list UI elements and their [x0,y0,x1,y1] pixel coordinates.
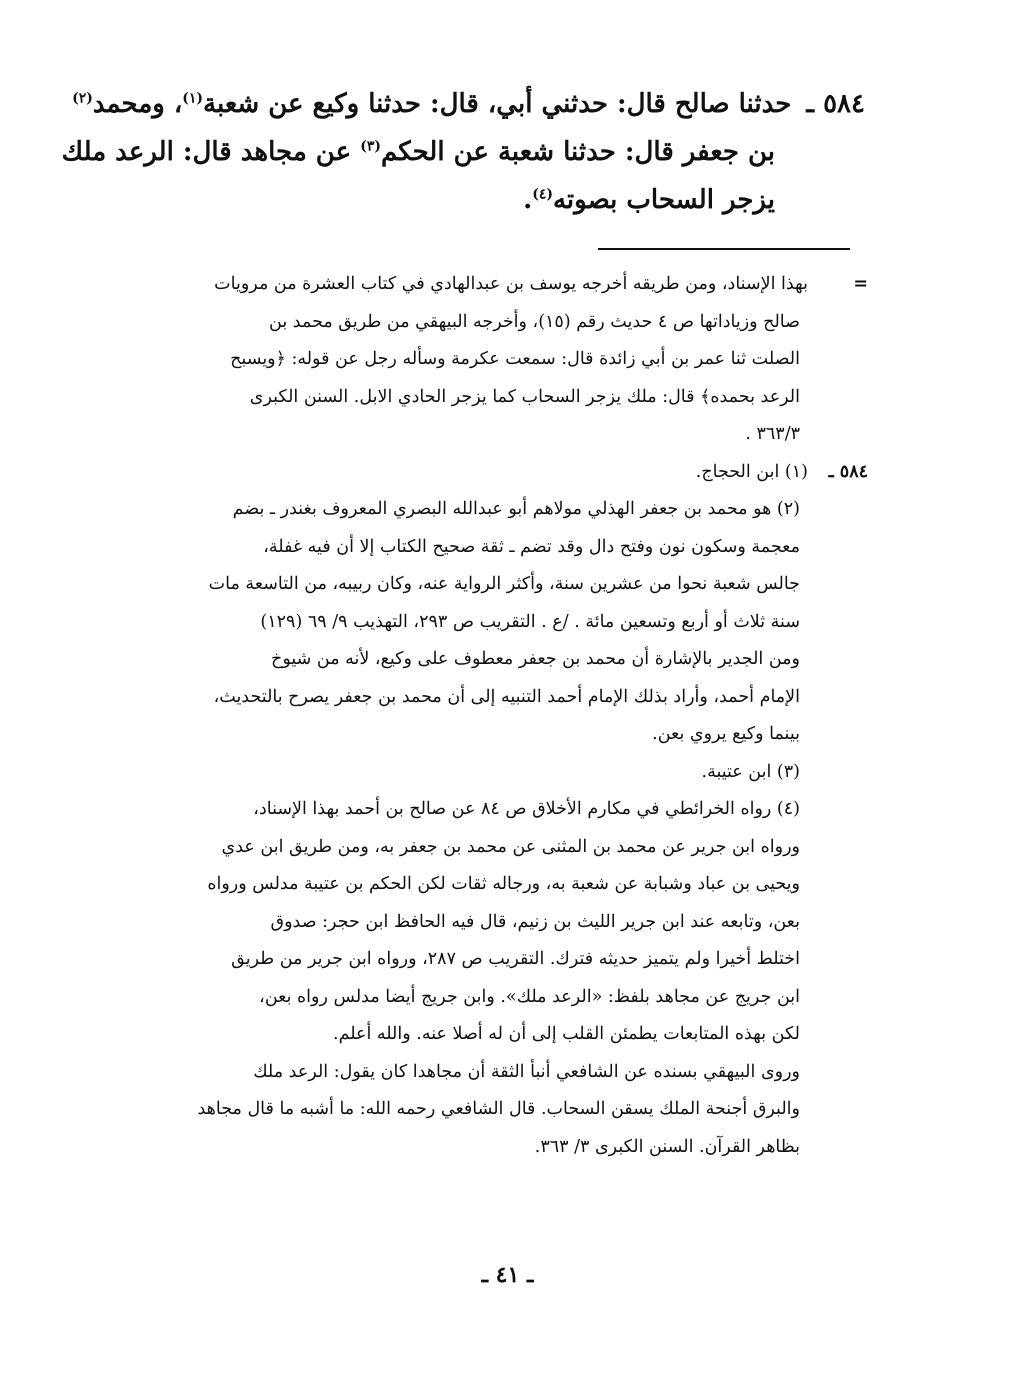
footnote-continued-line: الصلت ثنا عمر بن أبي زائدة قال: سمعت عكرمة وسأله رجل عن قوله: ﴿ويسبح [230,349,800,369]
hadith-text-segment: بن جعفر قال: حدثنا شعبة عن الحكم [380,137,775,167]
footnote-continued-line: صالح وزياداتها ص ٤ حديث رقم (١٥)، وأخرجه البيهقي من طريق محمد بن [269,311,800,332]
hadith-text-segment: . [523,185,533,215]
hadith-text-segment: يزجر السحاب بصوته [552,185,775,215]
footnote-continued-line: =بهذا الإسناد، ومن طريقه أخرجه يوسف بن عبدالهادي في كتاب العشرة من مرويات [140,266,868,304]
footnote-3: (٣) ابن عتيبة. [701,761,800,782]
footnote-5-line: بظاهر القرآن. السنن الكبرى ٣/ ٣٦٣. [534,1136,800,1157]
footnote-5-line: وروى البيهقي بسنده عن الشافعي أنبأ الثقة أن مجاهدا كان يقول: الرعد ملك [253,1061,800,1082]
footnote-1: ٥٨٤ ـ(١) ابن الحجاج. [140,454,868,492]
footnote-divider [598,248,850,250]
footnote-2-line: جالس شعبة نحوا من عشرين سنة، وأكثر الرواية عنه، وكان ربيبه، من التاسعة مات [208,574,800,594]
hadith-number: ٥٨٤ ـ [806,89,865,119]
hadith-line-2 [61,128,865,176]
hadith-line-1 [72,80,865,128]
footnote-4-line: ويحيى بن عباد وشبابة عن شعبة به، ورجاله ثقات لكن الحكم بن عتيبة مدلس ورواه [207,874,800,894]
footnote-block-number: ٥٨٤ ـ [828,461,868,482]
hadith-text-segment: عن مجاهد قال: الرعد ملك [61,137,352,167]
footnote-2-line: الإمام أحمد، وأراد بذلك الإمام أحمد التنبيه إلى أن محمد بن جعفر يصرح بالتحديث، [213,686,800,707]
hadith-text [61,80,865,224]
hadith-line-3 [130,176,865,224]
hadith-text-segment: حدثنا صالح قال: حدثني أبي، قال: حدثنا وكيع عن شعبة [203,89,792,119]
footnote-ref-3: (٣) [360,138,381,155]
footnote-continued-line: الرعد بحمده﴾ قال: ملك يزجر السحاب كما يزجر الحادي الابل. السنن الكبرى [249,386,800,407]
footnote-4-line: اختلط أخيرا ولم يتميز حديثه فترك. التقريب ص ٢٨٧، ورواه ابن جرير من طريق [231,949,800,969]
footnote-5-line: والبرق أجنحة الملك يسقن السحاب. قال الشافعي رحمه الله: ما أشبه ما قال مجاهد [197,1099,800,1119]
footnote-4-line: بعن، وتابعه عند ابن جرير الليث بن زنيم، قال فيه الحافظ ابن حجر: صدوق [270,911,800,932]
footnote-4-line: ابن جريج عن مجاهد بلفظ: «الرعد ملك». وابن جريج أيضا مدلس رواه بعن، [259,986,800,1007]
footnote-2-line: ومن الجدير بالإشارة أن محمد بن جعفر معطوف على وكيع، لأنه من شيوخ [271,649,800,669]
footnote-4-line: لكن بهذه المتابعات يطمئن القلب إلى أن له أصلا عنه. والله أعلم. [333,1024,800,1044]
hadith-text-segment: ، ومحمد [92,89,183,119]
continuation-mark: = [853,274,868,294]
page-number: ـ ٤١ ـ [481,1262,534,1288]
footnote-ref-2: (٢) [72,90,93,107]
footnote-2-line: بينما وكيع يروي بعن. [652,724,800,744]
footnote-2-line: سنة ثلاث أو أربع وتسعين مائة . /ع . التقريب ص ٢٩٣، التهذيب ٩/ ٦٩ (١٢٩) [260,611,800,632]
footnote-continued-line: ٣٦٣/٣ . [745,424,800,444]
footnote-4-line: ورواه ابن جرير عن محمد بن المثنى عن محمد بن جعفر به، ومن طريق ابن عدي [221,836,800,857]
footnote-4-line: (٤) رواه الخرائطي في مكارم الأخلاق ص ٨٤ عن صالح بن أحمد بهذا الإسناد، [253,799,800,819]
footnote-2-line: (٢) هو محمد بن جعفر الهذلي مولاهم أبو عبدالله البصري المعروف بغندر ـ بضم [232,499,800,519]
footnote-2-line: معجمة وسكون نون وفتح دال وقد تضم ـ ثقة صحيح الكتاب إلا أن فيه غفلة، [263,536,800,557]
footnotes [140,266,868,1166]
footnote-ref-4: (٤) [532,186,553,203]
footnote-ref-1: (١) [182,90,204,107]
